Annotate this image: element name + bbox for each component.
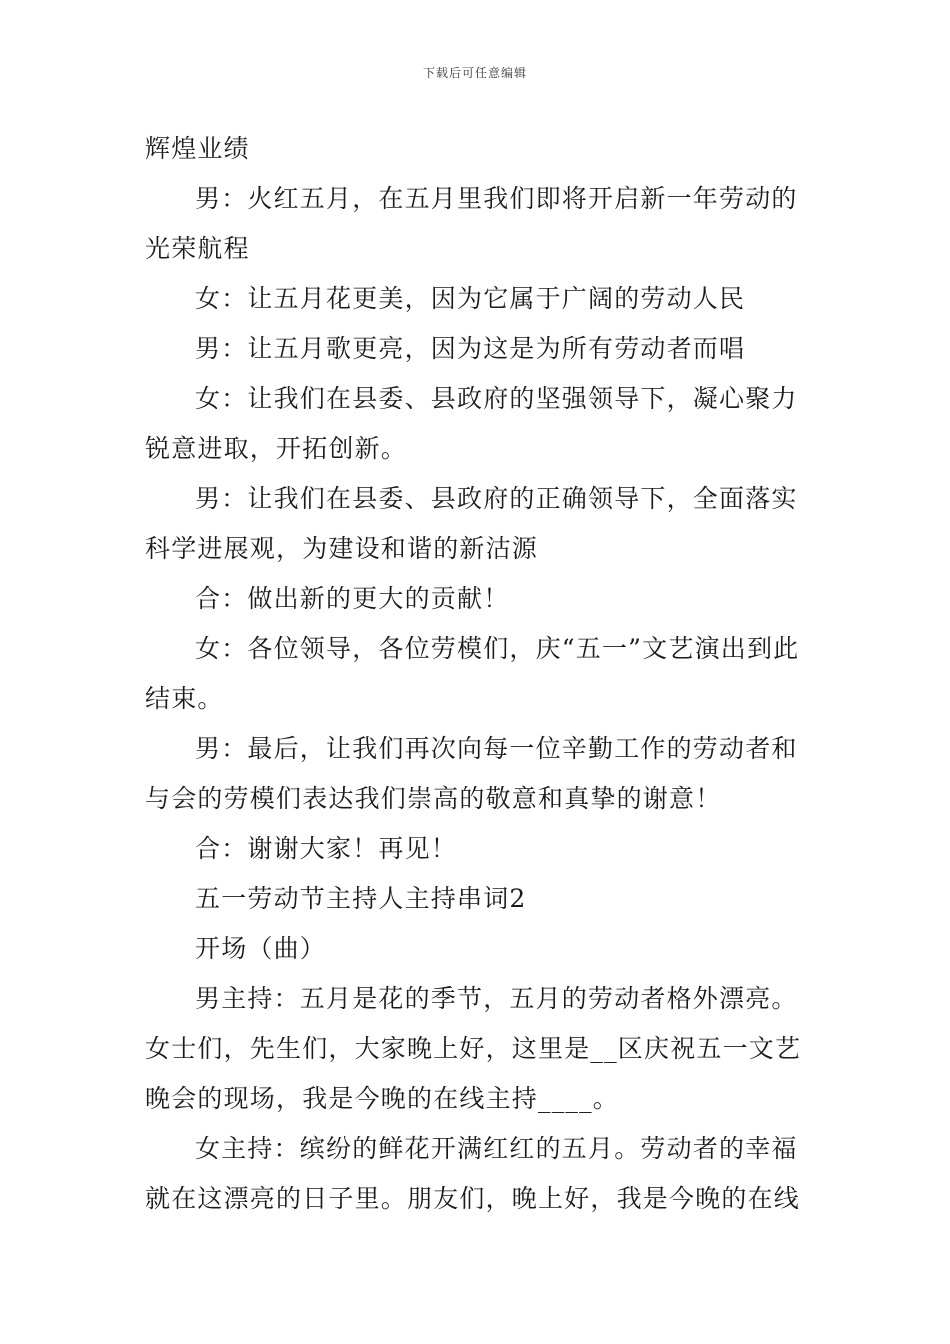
paragraph: 女主持：缤纷的鲜花开满红红的五月。劳动者的幸福就在这漂亮的日子里。朋友们，晚上好，我是今晚的在线 <box>145 1134 801 1213</box>
paragraph: 男：火红五月，在五月里我们即将开启新一年劳动的光荣航程 <box>145 184 798 263</box>
paragraph: 女：让五月花更美，因为它属于广阔的劳动人民 <box>195 284 746 313</box>
paragraph: 开场（曲） <box>195 934 327 963</box>
paragraph: 合：谢谢大家！再见！ <box>195 834 458 863</box>
paragraph: 辉煌业绩 <box>145 134 250 163</box>
paragraph: 男主持：五月是花的季节，五月的劳动者格外漂亮。女士们，先生们，大家晚上好，这里是__区庆祝五一文艺晚会的现场，我是今晚的在线主持____。 <box>145 984 802 1113</box>
paragraph: 女：让我们在县委、县政府的坚强领导下，凝心聚力锐意进取，开拓创新。 <box>145 384 798 463</box>
paragraph: 合：做出新的更大的贡献！ <box>195 584 510 613</box>
document-body <box>145 124 810 1224</box>
paragraph: 男：让我们在县委、县政府的正确领导下，全面落实科学进展观，为建设和谐的新沽源 <box>145 484 798 563</box>
page-header-note: 下载后可任意编辑 <box>422 66 527 80</box>
paragraph: 男：最后，让我们再次向每一位辛勤工作的劳动者和与会的劳模们表达我们崇高的敬意和真挚的谢意！ <box>145 734 798 813</box>
section-heading: 五一劳动节主持人主持串词2 <box>195 884 527 913</box>
paragraph: 男：让五月歌更亮，因为这是为所有劳动者而唱 <box>195 334 746 363</box>
paragraph: 女：各位领导，各位劳模们，庆“五一”文艺演出到此结束。 <box>145 634 800 713</box>
